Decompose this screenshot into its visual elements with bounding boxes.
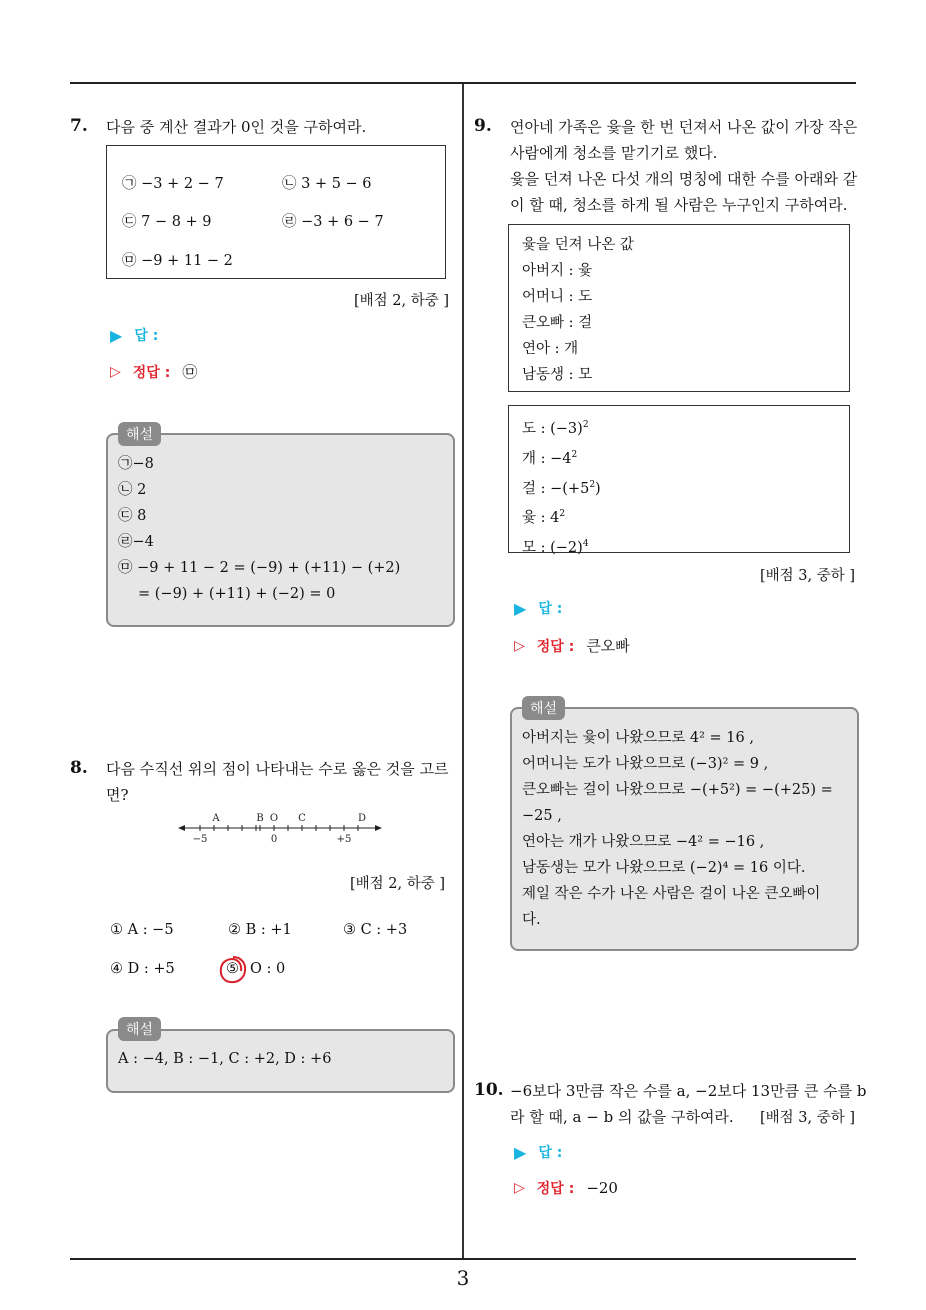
play-icon: ▶: [514, 598, 527, 618]
q8-option-4[interactable]: ④ D : +5: [110, 961, 175, 977]
outline-triangle-icon: ▷: [514, 1180, 525, 1196]
q9-correct-value: 큰오빠: [586, 637, 630, 655]
q9-yut-value: 모 : $(-2)^4$: [522, 539, 589, 557]
q10-number: 10.: [474, 1080, 504, 1100]
q9-yut-value: 도 : $(-3)^2$: [522, 420, 589, 437]
q8-option-5[interactable]: O : 0: [250, 961, 286, 977]
q9-yut-value: 개 : $-4^2$: [522, 449, 578, 467]
q10-answer-label: 답 :: [538, 1145, 563, 1161]
q7-haeseol-line: ㉠−8: [118, 456, 154, 472]
q7-option-4[interactable]: ㉣ −3 + 6 − 7: [282, 214, 384, 230]
play-icon: ▶: [514, 1142, 527, 1162]
q7-correct-value: ㉤: [182, 363, 198, 381]
q9-haeseol-line: 제일 작은 수가 나온 사람은 걸이 나온 큰오빠이: [522, 886, 821, 902]
q7-correct-row: [110, 361, 197, 382]
q7-haeseol-line: ㉣−4: [118, 534, 154, 550]
q9-yut-result: 남동생 : 모: [522, 367, 593, 383]
q8-number: 8.: [70, 758, 88, 778]
q9-question: [510, 114, 857, 218]
q10-answer-row: [514, 1142, 562, 1162]
q9-correct-label: 정답 :: [536, 638, 575, 655]
q7-haeseol-line: ㉡ 2: [118, 482, 147, 498]
outline-triangle-icon: ▷: [514, 637, 525, 654]
page-number: 3: [456, 1266, 470, 1290]
number-line: [176, 810, 386, 846]
q9-yut-value: 윷 : $4^2$: [522, 509, 566, 527]
q9-yut-values: [522, 412, 601, 561]
q7-haeseol-line: ㉢ 8: [118, 508, 147, 524]
answer-circle-mark: [217, 954, 249, 986]
q7-haeseol-lines: [118, 451, 400, 607]
tick-label-minus5: −5: [192, 834, 208, 845]
q9-haeseol-line: 큰오빠는 걸이 나왔으므로 −(+5²) = −(+25) =: [522, 782, 833, 798]
q9-score: [배점 3, 중하 ]: [760, 568, 856, 584]
q10-question-line: 라 할 때, a − b 의 값을 구하여라.: [510, 1108, 734, 1126]
right-arrow-icon: [375, 825, 382, 831]
q9-haeseol-lines: [522, 725, 833, 933]
q10-question-line: −6보다 3만큼 작은 수를 a, −2보다 13만큼 큰 수를 b: [510, 1082, 867, 1100]
q9-question-line: 사람에게 청소를 맡기기로 했다.: [510, 144, 718, 162]
q9-haeseol-line: 남동생는 모가 나왔으므로 (−2)⁴ = 16 이다.: [522, 860, 806, 876]
q8-question-line: 면?: [106, 786, 129, 804]
q7-haeseol-line: ㉤ −9 + 11 − 2 = (−9) + (+11) − (+2): [118, 560, 401, 576]
q7-answer-row: [110, 325, 158, 345]
q7-option-5[interactable]: ㉤ −9 + 11 − 2: [122, 253, 233, 269]
q9-yut-results-title: 윷을 던져 나온 값: [522, 237, 634, 253]
q9-yut-results: [522, 232, 634, 388]
q9-question-line: 연아네 가족은 윷을 한 번 던져서 나온 값이 가장 작은: [510, 118, 858, 136]
q10-correct-value: −20: [586, 1179, 618, 1197]
point-label-a: A: [212, 813, 220, 824]
q9-yut-result: 아버지 : 윷: [522, 263, 593, 279]
q7-correct-label: 정답 :: [132, 364, 171, 381]
q9-answer-label: 답 :: [538, 601, 563, 617]
q8-option-2[interactable]: ② B : +1: [228, 922, 292, 938]
q9-answer-row: [514, 598, 562, 618]
q8-question: [106, 756, 448, 808]
q10-correct-label: 정답 :: [536, 1181, 575, 1197]
q10-correct-row: [514, 1178, 618, 1198]
q9-correct-row: [514, 635, 630, 656]
q7-option-3[interactable]: ㉢ 7 − 8 + 9: [122, 214, 212, 230]
q8-option-3[interactable]: ③ C : +3: [343, 922, 408, 938]
point-label-o: O: [269, 813, 279, 824]
left-arrow-icon: [178, 825, 185, 831]
q9-number: 9.: [474, 116, 492, 136]
tick-label-zero: 0: [270, 834, 278, 845]
q9-haeseol-tag: 해설: [522, 696, 565, 720]
tick-label-plus5: +5: [336, 834, 352, 845]
q9-haeseol-line: 어머니는 도가 나왔으므로 (−3)² = 9 ,: [522, 756, 769, 772]
q9-yut-value: 걸 : $-(+5^2)$: [522, 479, 601, 497]
q8-option-5-marker[interactable]: ⑤: [226, 961, 239, 977]
q8-score: [배점 2, 하중 ]: [350, 876, 446, 892]
q7-score: [배점 2, 하중 ]: [354, 293, 450, 309]
point-label-d: D: [357, 813, 367, 824]
q8-haeseol-tag: 해설: [118, 1017, 161, 1041]
q7-option-2[interactable]: ㉡ 3 + 5 − 6: [282, 176, 372, 192]
q7-question: 다음 중 계산 결과가 0인 것을 구하여라.: [106, 118, 367, 136]
q9-haeseol-line: 다.: [522, 912, 541, 928]
q9-question-line: 이 할 때, 청소를 하게 될 사람은 누구인지 구하여라.: [510, 196, 848, 214]
column-divider: [462, 84, 464, 1258]
point-label-c: C: [298, 813, 306, 824]
q9-haeseol-line: 아버지는 윷이 나왔으므로 4² = 16 ,: [522, 730, 754, 746]
point-label-b: B: [256, 813, 264, 824]
q8-haeseol-text: A : −4, B : −1, C : +2, D : +6: [118, 1051, 332, 1067]
q9-haeseol-line: 연아는 개가 나왔으므로 −4² = −16 ,: [522, 834, 765, 850]
q7-haeseol-tag: 해설: [118, 422, 161, 446]
outline-triangle-icon: ▷: [110, 363, 121, 380]
footer-rule: [70, 1258, 856, 1260]
q7-answer-label: 답 :: [134, 328, 159, 344]
q9-yut-result: 큰오빠 : 걸: [522, 315, 593, 331]
q7-number: 7.: [70, 116, 88, 136]
q9-yut-result: 어머니 : 도: [522, 289, 593, 305]
q10-score: [배점 3, 중하 ]: [760, 1110, 856, 1126]
q7-haeseol-line: = (−9) + (+11) + (−2) = 0: [138, 586, 336, 602]
q9-haeseol-line: −25 ,: [522, 808, 562, 824]
q8-question-line: 다음 수직선 위의 점이 나타내는 수로 옳은 것을 고르: [106, 760, 449, 778]
q9-question-line: 윷을 던져 나온 다섯 개의 명칭에 대한 수를 아래와 같: [510, 170, 858, 188]
q8-option-1[interactable]: ① A : −5: [110, 922, 174, 938]
q9-yut-result: 연아 : 개: [522, 341, 579, 357]
q7-option-1[interactable]: ㉠ −3 + 2 − 7: [122, 176, 224, 192]
play-icon: ▶: [110, 325, 123, 345]
